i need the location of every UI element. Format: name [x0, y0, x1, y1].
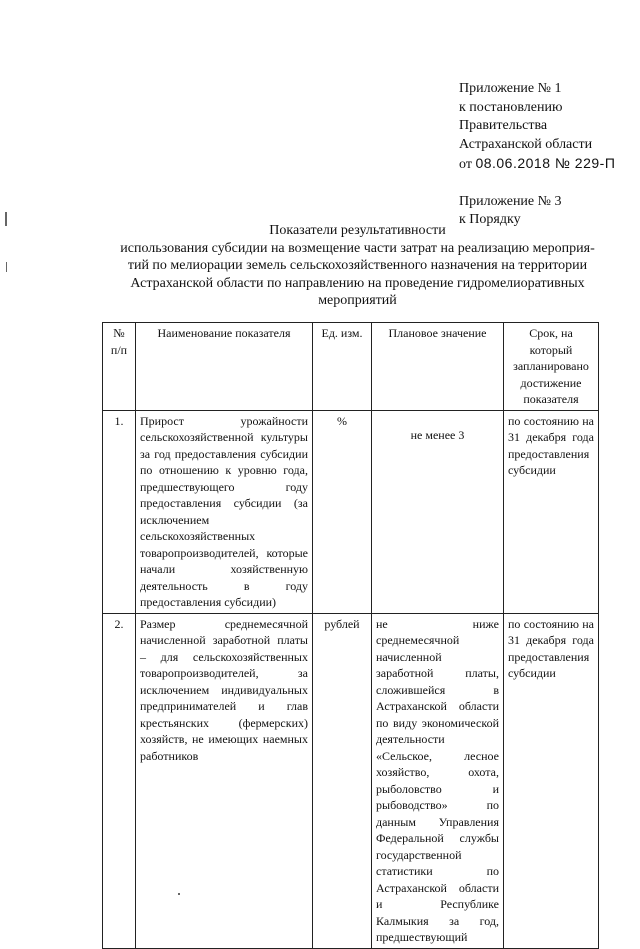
row-unit: рублей [313, 613, 372, 948]
appendix-line-1: Приложение № 1 [459, 81, 562, 96]
row-term: по состоянию на 31 декабря года предоставления субсидии [504, 410, 599, 613]
appendix-date-line [459, 154, 634, 175]
title-line-5: мероприятий [318, 293, 397, 308]
decree-date-number: 08.06.2018 № 229-П [475, 155, 616, 171]
appendix-line-3: Правительства [459, 118, 548, 133]
header-term: Срок, на который запланировано достижение показателя [504, 323, 599, 411]
appendix-line-7: к Порядку [459, 212, 521, 227]
appendix-header [459, 80, 634, 230]
title-line-2: использования субсидии на возмещение части затрат на реализацию мероприя- [120, 240, 595, 256]
table-row [103, 613, 599, 948]
scan-speck [6, 262, 7, 272]
table-row [103, 410, 599, 613]
title-line-4: Астраханской области по направлению на проведение гидромелиоративных [130, 275, 585, 291]
indicators-table [102, 322, 599, 949]
row-plan: не менее 3 [372, 410, 504, 613]
appendix-line-4: Астраханской области [459, 136, 593, 152]
header-name: Наименование показателя [136, 323, 313, 411]
row-plan: не ниже среднемесячной начисленной заработной платы, сложившейся в Астраханской области по виду экономической деятельности «Сельское, лесное хозяйство, охота, рыболовство и рыбоводство» по данным Управления Федеральной службы государственной статистики по Астраханской области и Республике Калмыкия за год, предшествующий [372, 613, 504, 948]
row-term: по состоянию на 31 декабря года предоставления субсидии [504, 613, 599, 948]
date-prefix: от [459, 157, 472, 172]
row-name: Размер среднемесячной начисленной заработной платы – для сельскохозяйственных товаропроизводителей, за исключением индивидуальных предпринимателей и глав крестьянских (фермерских) хозяйств, не имеющих наемных работников [136, 613, 313, 948]
header-num: № п/п [103, 323, 136, 411]
header-plan: Плановое значение [372, 323, 504, 411]
document-title [100, 222, 615, 310]
appendix-line-6: Приложение № 3 [459, 193, 562, 209]
row-num: 1. [103, 410, 136, 613]
title-line-3: тий по мелиорации земель сельскохозяйственного назначения на территории [127, 258, 588, 273]
scan-speck [5, 212, 7, 226]
table-header-row [103, 323, 599, 411]
scan-speck [178, 893, 180, 895]
header-unit: Ед. изм. [313, 323, 372, 411]
row-unit: % [313, 410, 372, 613]
row-name: Прирост урожайности сельскохозяйственной культуры за год предоставления субсидии по отношению к уровню года, предшествующего году предоставления субсидии (за исключением сельскохозяйственных товаропроизводителей, которые начали хозяйственную деятельность в году предоставления субсидии) [136, 410, 313, 613]
row-num: 2. [103, 613, 136, 948]
title-line-1: Показатели результативности [269, 223, 446, 238]
appendix-line-2: к постановлению [459, 99, 563, 115]
